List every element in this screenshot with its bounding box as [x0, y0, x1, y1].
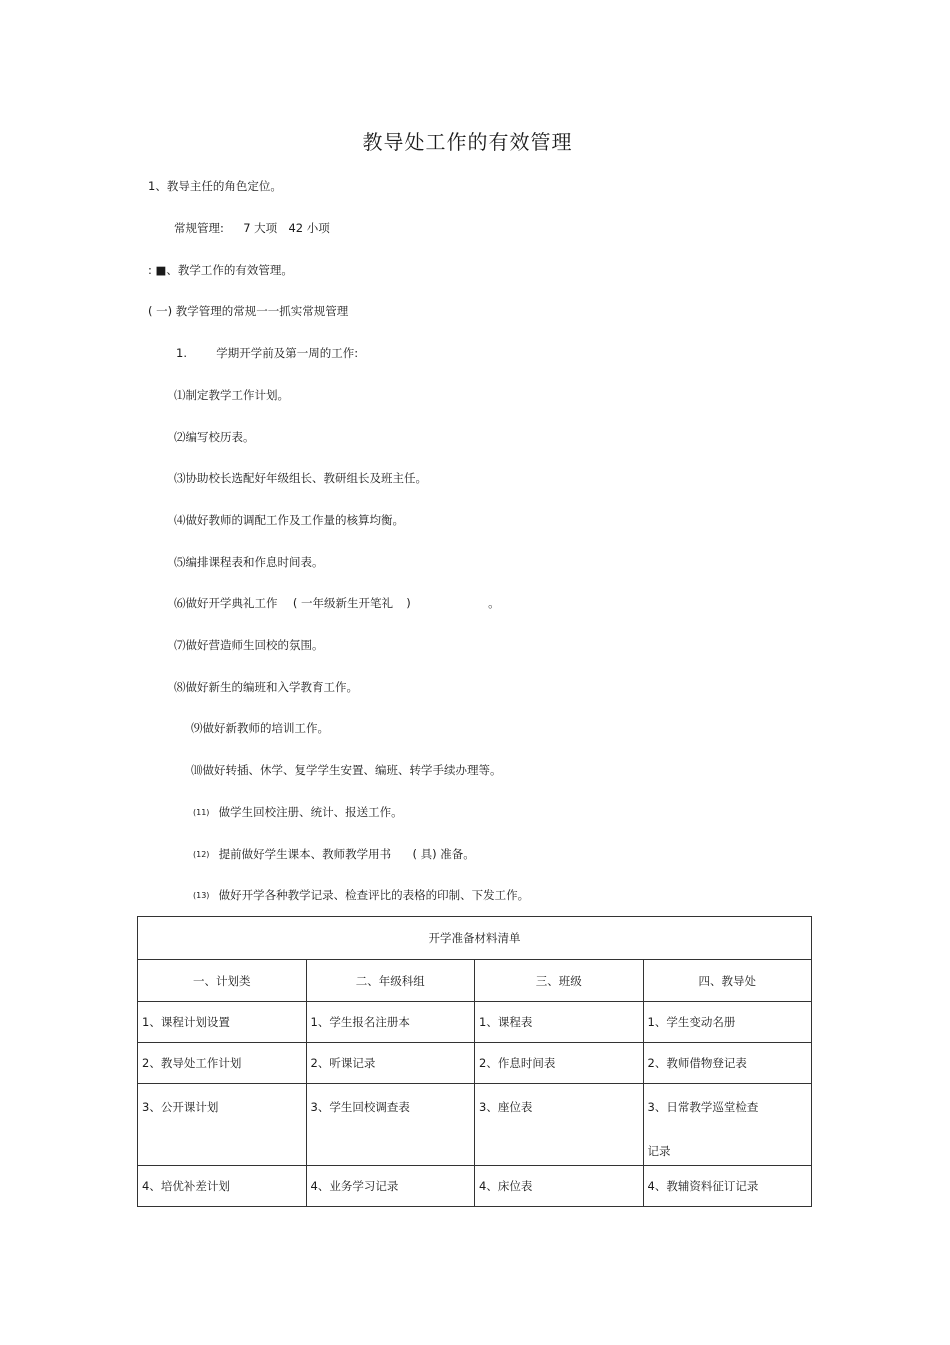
table-cell: 4、业务学习记录 — [306, 1166, 475, 1207]
task-4: ⑷做好教师的调配工作及工作量的核算均衡。 — [174, 513, 404, 527]
cell-text: 3、公开课计划 — [142, 1100, 219, 1114]
table-caption: 开学准备材料清单 — [138, 917, 812, 960]
table-cell: 1、课程计划设置 — [138, 1002, 307, 1043]
cell-text: 3、日常教学巡堂检查 — [647, 1100, 759, 1114]
table-row — [138, 1084, 812, 1166]
task-5: ⑸编排课程表和作息时间表。 — [174, 555, 324, 569]
task-6-note: ( 一年级新生开笔礼 — [292, 596, 393, 610]
table-cell — [475, 1084, 644, 1166]
table-header-row — [138, 960, 812, 1002]
table-cell — [138, 1084, 307, 1166]
page-title: 教导处工作的有效管理 — [362, 130, 573, 154]
cell-text: 3、学生回校调查表 — [310, 1100, 410, 1114]
task-7: ⑺做好营造师生回校的氛围。 — [174, 638, 324, 652]
table-cell: 1、学生变动名册 — [643, 1002, 812, 1043]
materials-table — [137, 916, 812, 1207]
task-13-number: (13) — [193, 890, 210, 900]
task-8: ⑻做好新生的编班和入学教育工作。 — [174, 680, 358, 694]
task-6-end: 。 — [488, 596, 500, 610]
task-6-note-close: ) — [406, 596, 411, 610]
task-12-text: 提前做好学生课本、教师教学用书 — [218, 847, 392, 861]
cell-text-continued: 记录 — [647, 1144, 671, 1158]
header-class: 三、班级 — [475, 960, 644, 1002]
table-row — [138, 1166, 812, 1207]
routine-line — [174, 221, 330, 235]
header-office: 四、教导处 — [643, 960, 812, 1002]
section-role: 1、教导主任的角色定位。 — [148, 179, 282, 193]
table-row — [138, 1002, 812, 1043]
task-3: ⑶协助校长选配好年级组长、教研组长及班主任。 — [174, 471, 427, 485]
task-11-number: (11) — [193, 807, 210, 817]
table-cell — [643, 1084, 812, 1166]
header-grade-group: 二、年级科组 — [306, 960, 475, 1002]
item1-number: 1. — [176, 346, 187, 360]
section-teaching: : ■、教学工作的有效管理。 — [148, 263, 293, 277]
table-cell: 2、教导处工作计划 — [138, 1043, 307, 1084]
item1-text: 学期开学前及第一周的工作: — [216, 346, 359, 360]
table-cell: 2、听课记录 — [306, 1043, 475, 1084]
task-6 — [174, 596, 500, 610]
task-13-text: 做好开学各种教学记录、检查评比的表格的印制、下发工作。 — [218, 888, 530, 902]
table-cell: 4、教辅资料征订记录 — [643, 1166, 812, 1207]
table-cell: 4、床位表 — [475, 1166, 644, 1207]
task-11 — [193, 805, 403, 820]
header-plans: 一、计划类 — [138, 960, 307, 1002]
routine-label: 常规管理: — [174, 221, 224, 235]
task-12 — [193, 847, 475, 862]
table-cell: 2、教师借物登记表 — [643, 1043, 812, 1084]
table-cell — [306, 1084, 475, 1166]
section-part1: ( 一) 教学管理的常规一一抓实常规管理 — [148, 304, 349, 318]
routine-big-count: 7 大项 — [243, 221, 278, 235]
item1-line — [176, 346, 358, 360]
table-cell: 4、培优补差计划 — [138, 1166, 307, 1207]
task-11-text: 做学生回校注册、统计、报送工作。 — [218, 805, 403, 819]
task-13 — [193, 888, 529, 903]
task-10: ⑽做好转插、休学、复学学生安置、编班、转学手续办理等。 — [191, 763, 502, 777]
table-cell: 1、学生报名注册本 — [306, 1002, 475, 1043]
task-9: ⑼做好新教师的培训工作。 — [191, 721, 329, 735]
table-caption-row — [138, 917, 812, 960]
task-12-number: (12) — [193, 849, 210, 859]
table-cell: 1、课程表 — [475, 1002, 644, 1043]
routine-small-count: 42 小项 — [288, 221, 330, 235]
table-cell: 2、作息时间表 — [475, 1043, 644, 1084]
task-6-text: ⑹做好开学典礼工作 — [174, 596, 278, 610]
cell-text: 3、座位表 — [479, 1100, 533, 1114]
task-12-note: ( 具) 准备。 — [412, 847, 475, 861]
task-1: ⑴制定教学工作计划。 — [174, 388, 289, 402]
table-row — [138, 1043, 812, 1084]
task-2: ⑵编写校历表。 — [174, 430, 255, 444]
